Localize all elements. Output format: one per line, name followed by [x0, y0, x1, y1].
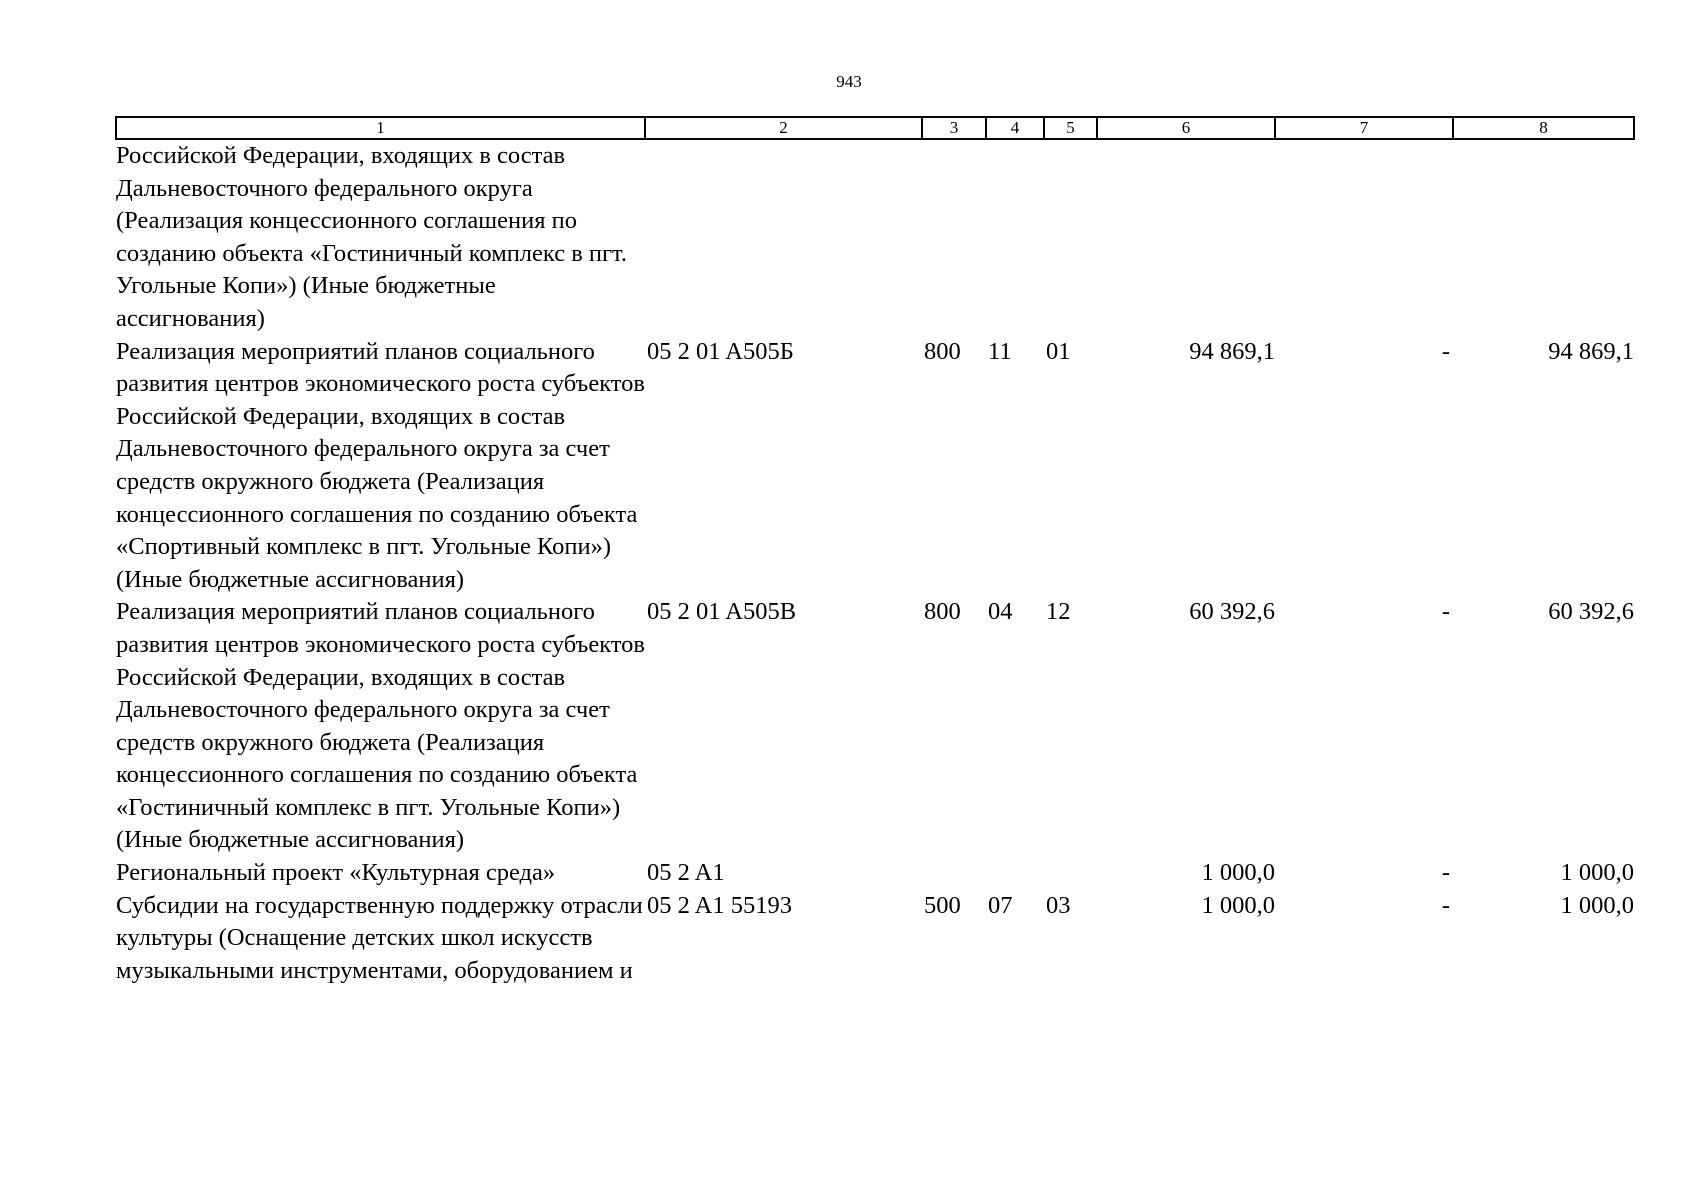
row-col7	[1275, 139, 1453, 336]
column-header-5: 5	[1044, 117, 1097, 139]
column-header-2: 2	[645, 117, 922, 139]
row-col8: 1 000,0	[1560, 859, 1634, 887]
row-name: Реализация мероприятий планов социального развития центров экономического роста субъектов Российской Федерации, входящих в состав Дальневосточного федерального округа за счет средств окружного бюджета (Реализация концессионного соглашения по созданию объекта «Спортивный комплекс в пгт. Угольные Копи») (Иные бюджетные ассигнования)	[116, 337, 645, 593]
row-col6: 60 392,6	[1189, 598, 1275, 626]
column-header-3: 3	[922, 117, 986, 139]
row-col4	[986, 857, 1044, 890]
row-col7: -	[1441, 891, 1450, 919]
row-name: Субсидии на государственную поддержку отрасли культуры (Оснащение детских школ искусств музыкальными инструментами, оборудованием и	[116, 891, 643, 984]
row-col5: 01	[1046, 337, 1071, 365]
row-code: 05 2 01 A505Б	[647, 337, 794, 365]
row-col8: 1 000,0	[1560, 891, 1634, 919]
row-col7: -	[1441, 859, 1450, 887]
row-col5: 03	[1046, 891, 1071, 919]
row-name: Реализация мероприятий планов социального развития центров экономического роста субъектов Российской Федерации, входящих в состав Дальневосточного федерального округа за счет средств окружного бюджета (Реализация концессионного соглашения по созданию объекта «Гостиничный комплекс в пгт. Угольные Копи») (Иные бюджетные ассигнования)	[116, 598, 645, 854]
row-col6: 94 869,1	[1189, 337, 1275, 365]
row-col8: 94 869,1	[1548, 337, 1634, 365]
row-col4: 07	[988, 891, 1013, 919]
table-row	[116, 139, 1634, 336]
row-col3	[922, 857, 986, 890]
row-col6: 1 000,0	[1201, 859, 1275, 887]
column-header-7: 7	[1275, 117, 1453, 139]
row-col4: 04	[988, 598, 1013, 626]
table-row	[116, 890, 1634, 988]
row-col4: 11	[988, 337, 1012, 365]
budget-table	[115, 116, 1635, 987]
row-col3: 500	[924, 891, 961, 919]
row-col6	[1097, 139, 1275, 336]
page-number: 943	[836, 72, 862, 91]
row-col3: 800	[924, 337, 961, 365]
table-row	[116, 596, 1634, 857]
row-col7: -	[1441, 598, 1450, 626]
row-name: Российской Федерации, входящих в состав Дальневосточного федерального округа (Реализация концессионного соглашения по созданию объекта «Гостиничный комплекс в пгт. Угольные Копи») (Иные бюджетные ассигнования)	[116, 142, 628, 332]
column-number-header-row	[116, 117, 1634, 139]
table-row	[116, 857, 1634, 890]
row-code: 05 2 A1	[647, 859, 725, 887]
row-col8	[1453, 139, 1634, 336]
row-col8: 60 392,6	[1548, 598, 1634, 626]
column-header-4: 4	[986, 117, 1044, 139]
row-code: 05 2 01 A505В	[647, 598, 797, 626]
row-col5	[1044, 857, 1097, 890]
row-col3	[922, 139, 986, 336]
column-header-1: 1	[116, 117, 645, 139]
row-col4	[986, 139, 1044, 336]
row-code	[645, 139, 922, 336]
column-header-6: 6	[1097, 117, 1275, 139]
row-col7: -	[1441, 337, 1450, 365]
row-code: 05 2 A1 55193	[647, 891, 792, 919]
row-name: Региональный проект «Культурная среда»	[116, 859, 556, 887]
row-col6: 1 000,0	[1201, 891, 1275, 919]
row-col3: 800	[924, 598, 961, 626]
column-header-8: 8	[1453, 117, 1634, 139]
row-col5: 12	[1046, 598, 1071, 626]
row-col5	[1044, 139, 1097, 336]
table-row	[116, 336, 1634, 597]
